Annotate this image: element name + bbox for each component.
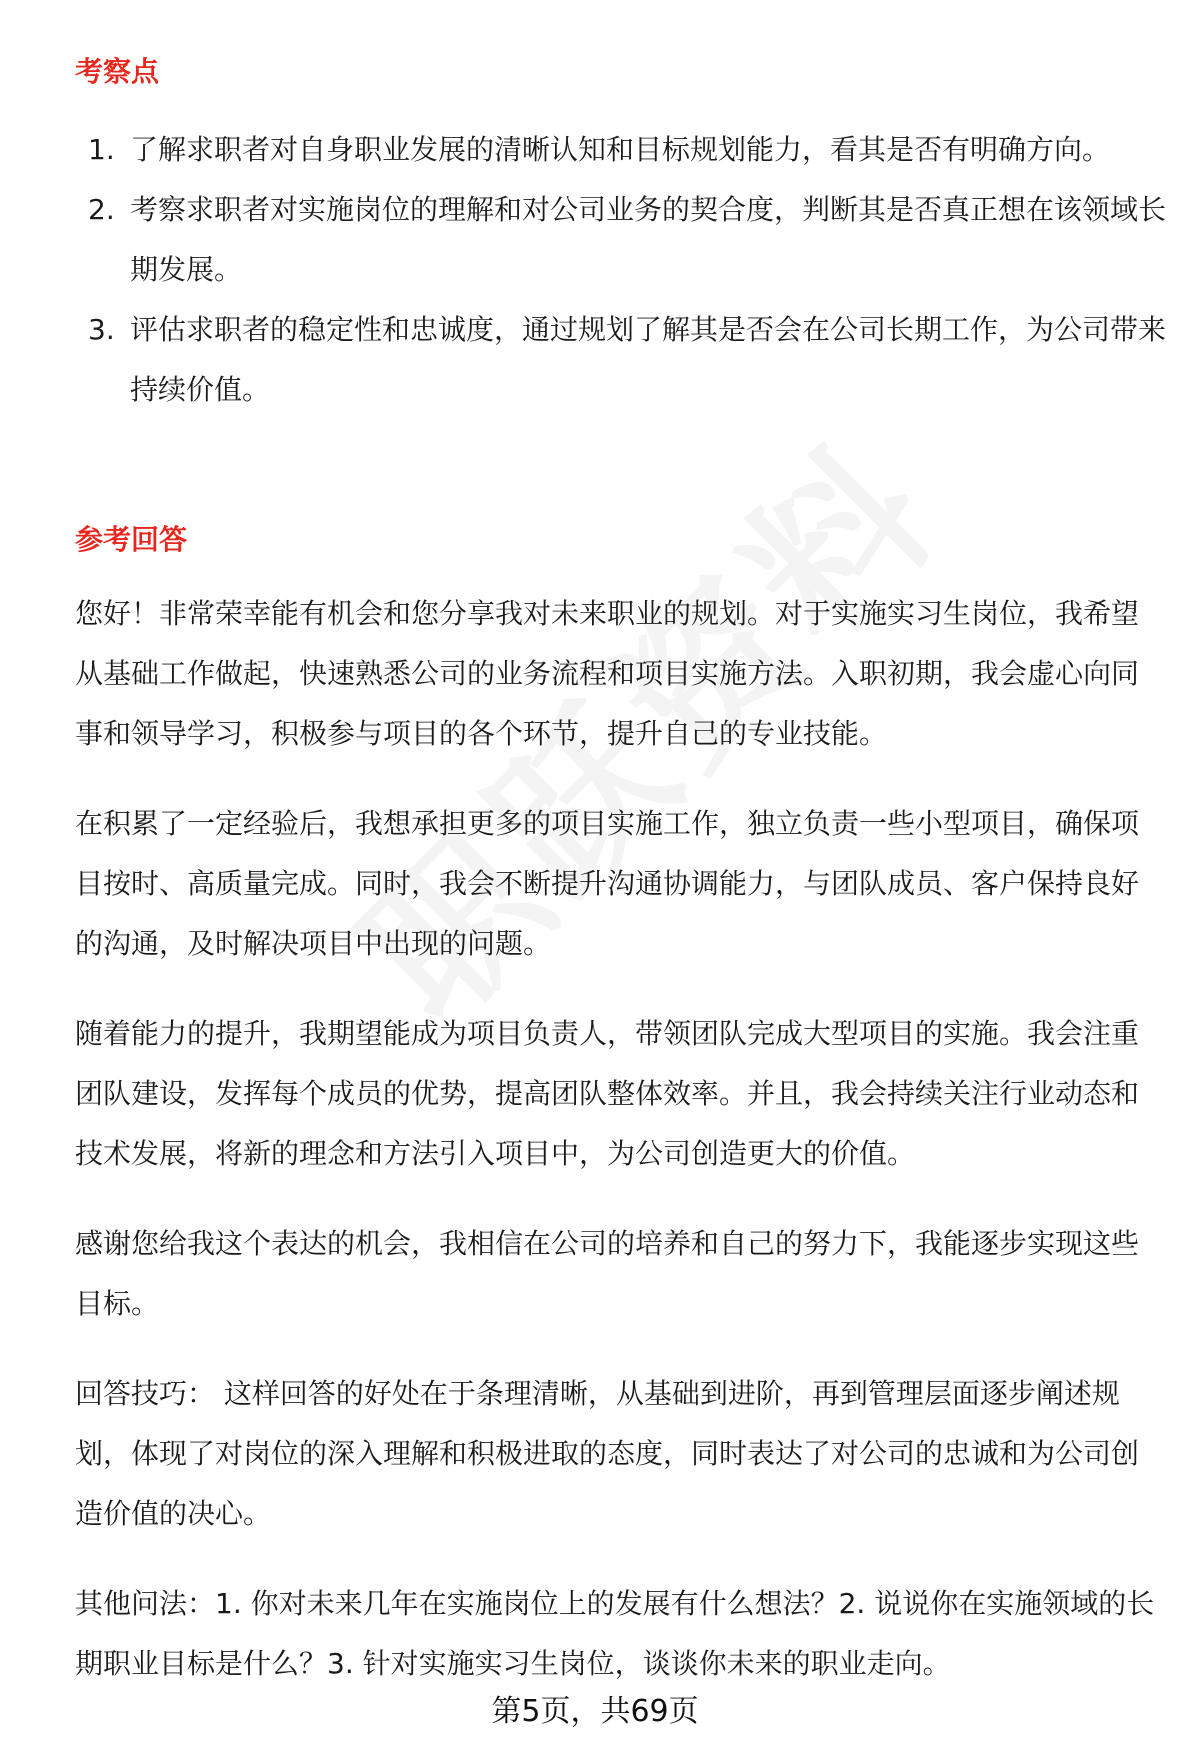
section-title-answer: 参考回答 bbox=[75, 523, 188, 556]
list-item bbox=[0, 120, 1170, 180]
list-item bbox=[0, 300, 1170, 420]
answer-paragraph: 随着能力的提升，我期望能成为项目负责人，带领团队完成大型项目的实施。我会注重团队建设，发挥每个成员的优势，提高团队整体效率。并且，我会持续关注行业动态和技术发展，将新的理念和方法引入项目中，为公司创造更大的价值。 bbox=[75, 1017, 1140, 1170]
other-questions-paragraph: 其他问法：1. 你对未来几年在实施岗位上的发展有什么想法？2. 说说你在实施领域的长期职业目标是什么？3. 针对实施实习生岗位，谈谈你未来的职业走向。 bbox=[75, 1587, 1155, 1680]
section-title-points: 考察点 bbox=[75, 55, 160, 88]
answer-paragraph: 感谢您给我这个表达的机会，我相信在公司的培养和自己的努力下，我能逐步实现这些目标。 bbox=[75, 1227, 1140, 1320]
list-item-text: 考察求职者对实施岗位的理解和对公司业务的契合度，判断其是否真正想在该领域长期发展。 bbox=[130, 193, 1167, 286]
list-item bbox=[0, 180, 1170, 300]
answer-paragraph: 在积累了一定经验后，我想承担更多的项目实施工作，独立负责一些小型项目，确保项目按时、高质量完成。同时，我会不断提升沟通协调能力，与团队成员、客户保持良好的沟通，及时解决项目中出现的问题。 bbox=[75, 807, 1140, 960]
list-item-number: 2. bbox=[88, 193, 115, 226]
answer-paragraph: 您好！非常荣幸能有机会和您分享我对未来职业的规划。对于实施实习生岗位，我希望从基础工作做起，快速熟悉公司的业务流程和项目实施方法。入职初期，我会虚心向同事和领导学习，积极参与项目的各个环节，提升自己的专业技能。 bbox=[75, 597, 1140, 750]
points-list bbox=[0, 120, 1190, 420]
list-item-number: 3. bbox=[88, 313, 115, 346]
list-item-text: 了解求职者对自身职业发展的清晰认知和目标规划能力，看其是否有明确方向。 bbox=[130, 133, 1111, 166]
list-item-number: 1. bbox=[88, 133, 115, 166]
list-item-text: 评估求职者的稳定性和忠诚度，通过规划了解其是否会在公司长期工作，为公司带来持续价值。 bbox=[130, 313, 1167, 406]
page-number: 第5页，共69页 bbox=[491, 1694, 699, 1729]
answer-tips-paragraph: 回答技巧： 这样回答的好处在于条理清晰，从基础到进阶，再到管理层面逐步阐述规划，体现了对岗位的深入理解和积极进取的态度，同时表达了对公司的忠诚和为公司创造价值的决心。 bbox=[75, 1377, 1140, 1530]
